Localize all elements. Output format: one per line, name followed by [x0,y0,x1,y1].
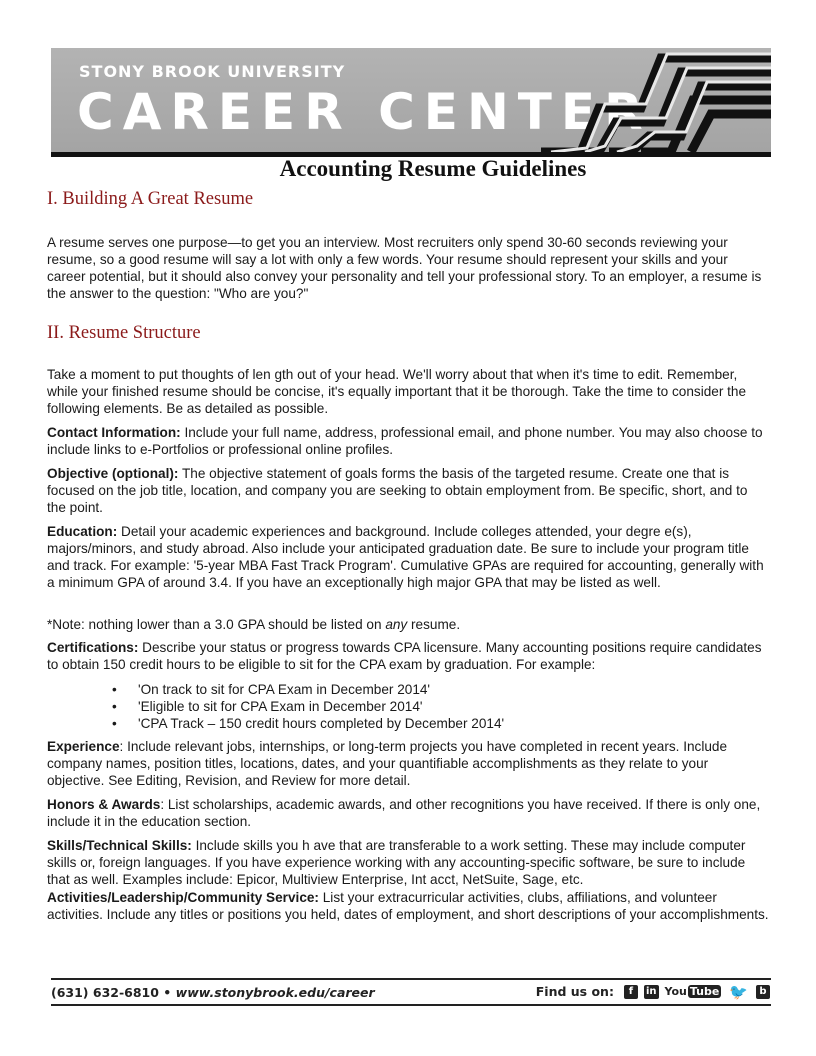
footer-phone: (631) 632-6810 • [51,985,172,1000]
activities-paragraph [47,889,769,923]
contact-info-paragraph [47,424,769,458]
skills-paragraph [47,837,769,888]
gpa-note-emphasis: any [385,617,408,632]
honors-paragraph [47,796,769,830]
experience-text: : Include relevant jobs, internships, or long-term projects you have completed in recent years. Include company names, position titles, locations, dates, and your quantifiable accomplishments as they relate to your objective. See Editing, Revision, and Review for more detail. [47,739,728,788]
banner-stripes-graphic [521,48,771,152]
education-paragraph [47,523,769,591]
linkedin-icon[interactable]: in [645,986,657,997]
gpa-note [47,616,769,633]
footer-website-link[interactable]: www.stonybrook.edu/career [175,985,375,1000]
activities-text: List your extracurricular activities, clubs, affiliations, and volunteer activities. Include any titles or positions you held, dates of employment, and short descriptions of your accomplishments. [47,890,769,922]
career-center-banner [51,48,771,157]
blog-icon[interactable]: b [756,985,770,999]
certification-examples-list [112,681,504,732]
find-us-label: Find us on: [535,984,614,999]
footer-bottom-rule [51,1004,771,1006]
certifications-text: Describe your status or progress towards CPA licensure. Many accounting positions require candidates to obtain 150 credit hours to be eligible to sit for the CPA exam by graduation. For example: [47,640,762,672]
certification-example: • 'CPA Track – 150 credit hours completed by December 2014' [112,715,504,732]
experience-paragraph [47,738,769,789]
objective-paragraph [47,465,769,516]
certification-example: • 'Eligible to sit for CPA Exam in December 2014' [112,698,504,715]
honors-text: : List scholarships, academic awards, and other recognitions you have received. If there is only one, include it in the education section. [47,797,761,829]
honors-label: Honors & Awards [47,797,161,812]
youtube-icon-you: You [664,985,687,998]
banner-university-name: STONY BROOK UNIVERSITY [79,62,346,81]
structure-intro: Take a moment to put thoughts of len gth out of your head. We'll worry about that when it's time to edit. Remember, while your finished resume should be concise, it's equally important that it be thorough. Take the time to consider the following elements. Be as detailed as possible. [47,367,747,416]
footer-contact [51,985,375,1000]
skills-label: Skills/Technical Skills: [47,838,192,853]
objective-text: The objective statement of goals forms the basis of the targeted resume. Create one that is focused on the job title, location, and company you are seeking to obtain employment from. Be specific, short, and to the point. [47,466,748,515]
section-body-building: A resume serves one purpose—to get you an interview. Most recruiters only spend 30-60 seconds reviewing your resume, so a good resume will say a lot with only a few words. Your resume should represent your skills and your career potential, but it should also convey your personality and tell your professional story. To an employer, a resume is the answer to the question: "Who are you?" [47,235,762,301]
twitter-icon[interactable]: 🐦 [729,982,748,1001]
education-text: Detail your academic experiences and background. Include colleges attended, your degre e(s), majors/minors, and study abroad. Also include your anticipated graduation date. Be sure to include your program title and track. For example: '5-year MBA Fast Track Program'. Cumulative GPAs are required for accounting, generally with a minimum GPA of around 3.4. If you have an exceptionally high major GPA that may be listed as well. [47,524,764,590]
footer-top-rule [51,978,771,980]
certification-example: • 'On track to sit for CPA Exam in December 2014' [112,681,504,698]
activities-label: Activities/Leadership/Community Service: [47,890,319,905]
footer-social-links [536,984,770,999]
section-heading-structure: II. Resume Structure [47,323,201,343]
certifications-paragraph [47,639,769,673]
objective-label: Objective (optional): [47,466,179,481]
experience-label: Experience [47,739,120,754]
facebook-icon[interactable]: f [624,985,638,999]
contact-info-label: Contact Information: [47,425,181,440]
skills-text: Include skills you h ave that are transferable to a work setting. These may include computer skills or, foreign languages. If you have experience working with any accounting-specific software, be sure to include that as well. Examples include: Epicor, Multiview Enterprise, Int acct, NetSuite, Sage, etc. [47,838,746,887]
section-heading-building: I. Building A Great Resume [47,189,254,209]
certifications-label: Certifications: [47,640,139,655]
gpa-note-post: resume. [407,617,461,632]
document-title: Accounting Resume Guidelines [279,156,587,181]
gpa-note-pre: *Note: nothing lower than a 3.0 GPA should be listed on [47,617,386,632]
contact-info-text: Include your full name, address, professional email, and phone number. You may also choose to include links to e-Portfolios or professional online profiles. [47,425,763,457]
youtube-icon[interactable] [665,985,722,999]
education-label: Education: [47,524,118,539]
youtube-icon-tube: Tube [689,985,720,998]
banner-career-center: CAREER CENTER [77,83,652,141]
